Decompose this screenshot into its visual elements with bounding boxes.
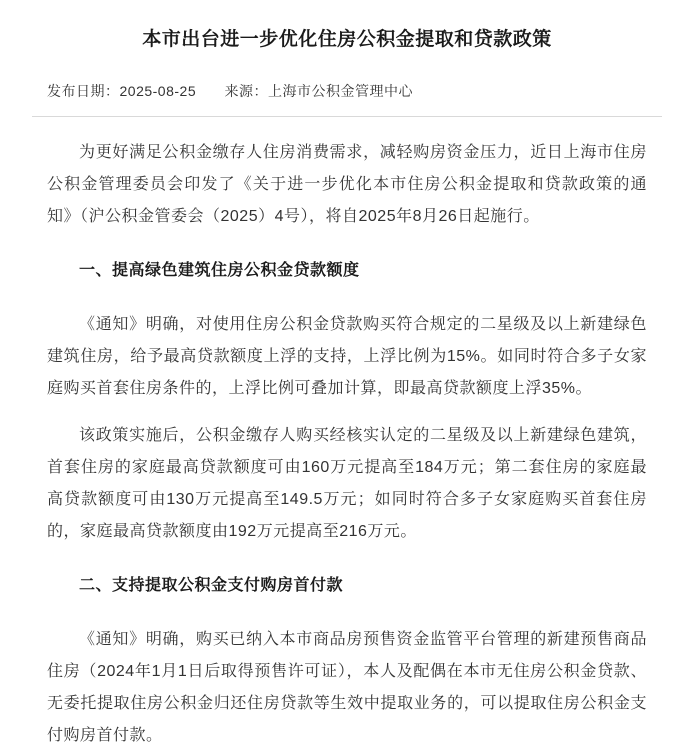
paragraph-section1-a: 《通知》明确，对使用住房公积金贷款购买符合规定的二星级及以上新建绿色建筑住房，给予最高贷款额度上浮的支持，上浮比例为15%。如同时符合多子女家庭购买首套住房条件的，上浮比例可叠加计算，即最高贷款额度上浮35%。 [47,315,647,397]
source-label: 来源： [224,82,269,99]
paragraph-section2-a: 《通知》明确，购买已纳入本市商品房预售资金监管平台管理的新建预售商品住房（2024年1月1日后取得预售许可证），本人及配偶在本市无住房公积金贷款、无委托提取住房公积金归还住房贷款等生效中提取业务的，可以提取住房公积金支付购房首付款。 [47,630,647,744]
article-title: 本市出台进一步优化住房公积金提取和贷款政策 [142,29,552,50]
article-meta-bar [32,81,662,117]
publish-date [47,83,196,99]
article-body [32,137,662,752]
publish-date-value: 2025-08-25 [119,82,197,99]
section-heading-2: 二、支持提取公积金支付购房首付款 [79,576,344,594]
publish-date-label: 发布日期： [47,82,120,99]
paragraph-section1-b: 该政策实施后，公积金缴存人购买经核实认定的二星级及以上新建绿色建筑，首套住房的家庭最高贷款额度可由160万元提高至184万元；第二套住房的家庭最高贷款额度可由130万元提高至149.5万元；如同时符合多子女家庭购买首套住房的，家庭最高贷款额度由192万元提高至216万元。 [47,426,647,540]
section-heading-1: 一、提高绿色建筑住房公积金贷款额度 [79,261,360,279]
source [225,83,414,99]
source-value: 上海市公积金管理中心 [268,82,414,99]
paragraph-intro: 为更好满足公积金缴存人住房消费需求，减轻购房资金压力，近日上海市住房公积金管理委员会印发了《关于进一步优化本市住房公积金提取和贷款政策的通知》（沪公积金管委会（2025）4号），将自2025年8月26日起施行。 [47,143,647,225]
